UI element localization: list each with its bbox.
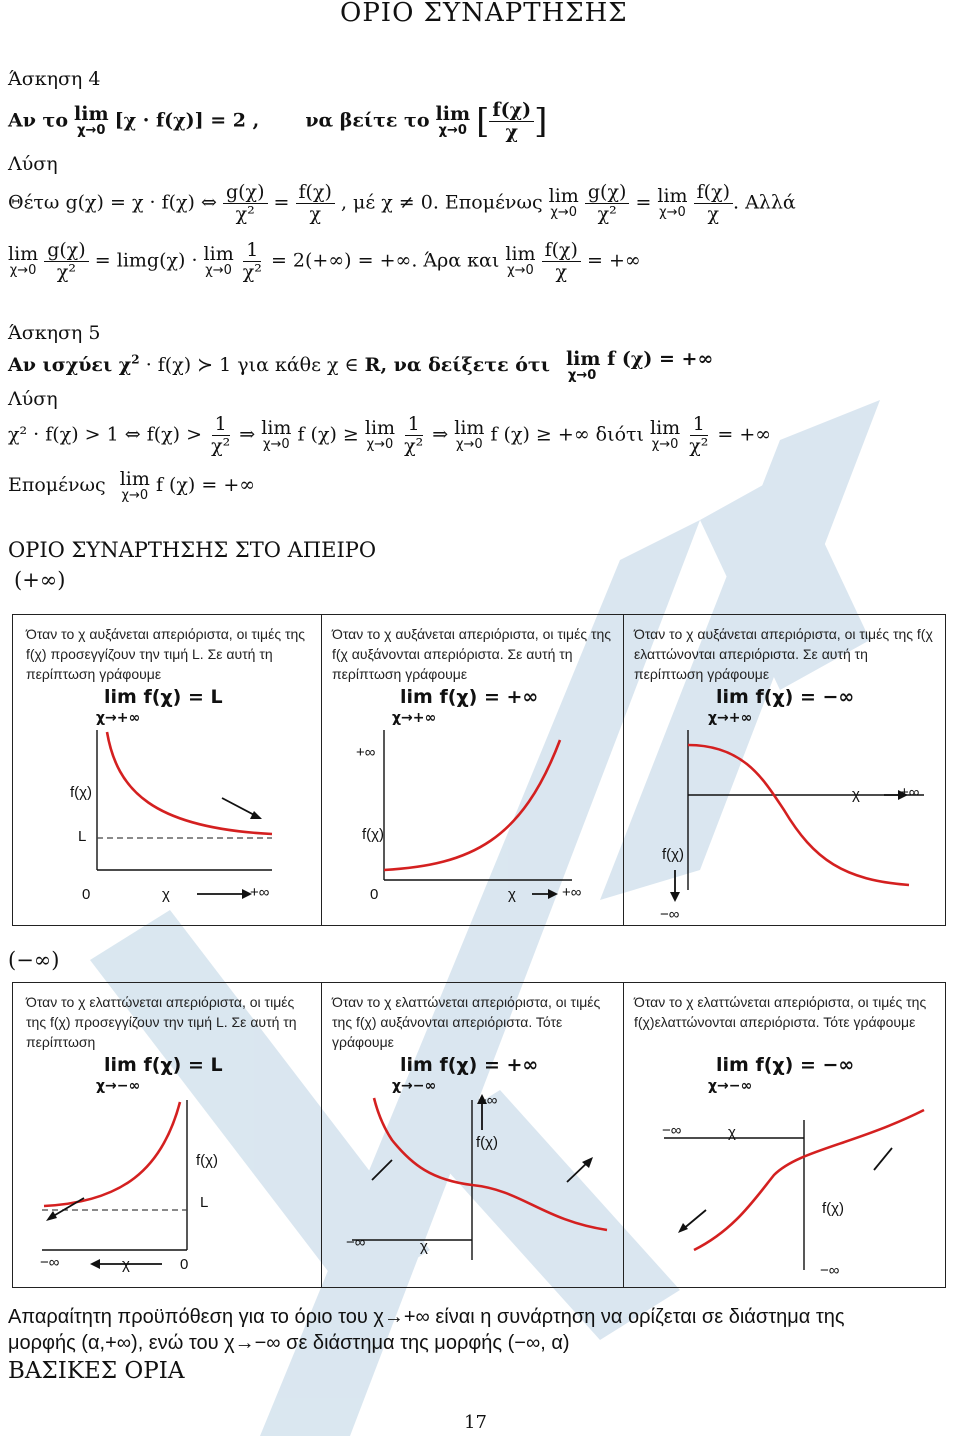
panel-minus-3-minf: −∞: [662, 1122, 682, 1139]
panel-minus-2-caption: Όταν το χ ελαττώνεται απεριόριστα, οι τιμές της f(χ) αυξάνονται απεριόριστα. Τότε γράφουμε: [332, 994, 601, 1050]
panel-minus-3-caption: Όταν το χ ελαττώνεται απεριόριστα, οι τιμές της f(χ)ελαττώνονται απεριόριστα. Τότε γράφουμε: [634, 994, 927, 1030]
curve-increases-left: [374, 1098, 472, 1185]
panel-plus-1-x: χ: [162, 886, 170, 903]
panel-plus-2-inf: +∞: [562, 884, 582, 901]
page-number: 17: [464, 1412, 487, 1433]
panel-plus-1-limit: lim f(χ) = L χ→+∞: [96, 686, 223, 726]
page-header-title: ΟΡΙΟ ΣΥΝΑΡΤΗΣΗΣ: [340, 0, 628, 28]
exercise-5-question: Αν ισχύει $\chi^2 \cdot f(\chi)$ ≻ 1 για κάθε χ ∈ R, να δείξετε ότι lim f (χ) = +∞ χ→0: [8, 348, 714, 383]
panel-plus-1-inf: +∞: [250, 884, 270, 901]
exercise-5-solution-line: χ² · f(χ) > 1 ⇔ f(χ) > $\frac{1}{\text{χ²}}$ ⇒ lim χ→0 f (χ) ≥ lim χ→0 $\frac{1}{\text{χ²}}$ ⇒ lim χ→0 f (χ) ≥ +∞ διότι lim χ→0 $\frac{1}{\text{χ²}}$ = +∞: [8, 413, 772, 457]
panel-minus-1-x: χ: [122, 1256, 130, 1273]
panel-minus-1-fx: f(χ): [196, 1152, 219, 1169]
panel-plus-1-caption: Όταν το χ αυξάνεται απεριόριστα, οι τιμές της f(χ) προσεγγίζουν την τιμή L. Σε αυτή τη περίπτωση γράφουμε: [26, 626, 306, 682]
panel-plus-3-limit: lim f(χ) = −∞ χ→+∞: [708, 686, 855, 726]
exercise-5-heading: Άσκηση 5: [8, 322, 101, 344]
panel-minus-3-fx: f(χ): [822, 1200, 845, 1217]
panel-plus-3-caption: Όταν το χ αυξάνεται απεριόριστα, οι τιμές της f(χ ελαττώνονται απεριόριστα. Σε αυτή τη περίπτωση γράφουμε: [634, 626, 933, 682]
panel-minus-1-limit: lim f(χ) = L χ→−∞: [96, 1054, 223, 1094]
panel-minus-1-origin: 0: [180, 1256, 189, 1273]
footer-note-line-1: Απαραίτητη προϋπόθεση για το όριο του χ→+∞ είναι η συνάρτηση να ορίζεται σε διάστημα της: [8, 1306, 845, 1328]
panel-plus-2-x: χ: [508, 886, 516, 903]
graph-minus-3: [624, 1090, 946, 1290]
panel-plus-1-L: L: [78, 828, 87, 845]
exercise-4-heading: Άσκηση 4: [8, 68, 101, 90]
limit-operator: lim χ→0: [74, 103, 109, 139]
graph-plus-3: [624, 720, 946, 920]
curve-increases-unbounded: [384, 740, 560, 870]
panel-plus-2-caption: Όταν το χ αυξάνεται απεριόριστα, οι τιμές της f(χ αυξάνονται απεριόριστα. Σε αυτή τη περίπτωση γράφουμε: [332, 626, 612, 682]
panel-minus-2-minf: −∞: [346, 1234, 366, 1251]
panel-minus-2-top: +∞: [478, 1092, 498, 1109]
exercise-5-solution-label: Λύση: [8, 388, 58, 410]
panel-plus-1-fx: f(χ): [70, 784, 93, 801]
panel-minus-3-x: χ: [728, 1124, 736, 1141]
panel-minus-1-minf: −∞: [40, 1254, 60, 1271]
exercise-4-solution-line-1: Θέτω g(χ) = χ · f(χ) ⇔ $\frac{g(\chi)}{\text{χ²}}$ = $\frac{f(\chi)}{\chi}$ , μέ χ ≠ 0. Επομένως lim χ→0 $\frac{g(\chi)}{\text{χ²}}$ = lim χ→0 $\frac{f(\chi)}{\chi}$ . Αλλά: [8, 181, 796, 225]
panel-minus-3-bot: −∞: [820, 1262, 840, 1279]
curve-approaches-L: [107, 732, 272, 834]
section-title: ΟΡΙΟ ΣΥΝΑΡΤΗΣΗΣ ΣΤΟ ΑΠΕΙΡΟ: [8, 538, 377, 562]
panel-minus-1-L: L: [200, 1194, 209, 1211]
panel-minus-3-limit: lim f(χ) = −∞ χ→−∞: [708, 1054, 855, 1094]
panel-plus-3-inf: +∞: [900, 784, 920, 801]
panel-plus-3-fx: f(χ): [662, 846, 685, 863]
exercise-4-solution-label: Λύση: [8, 153, 58, 175]
panel-plus-2-origin: 0: [370, 886, 379, 903]
minus-infinity-label: (−∞): [8, 948, 60, 972]
graph-minus-2: [322, 1090, 624, 1290]
panel-plus-3-bot: −∞: [660, 906, 680, 923]
curve-decreases-unbounded: [688, 745, 909, 885]
panel-plus-3-x: χ: [852, 786, 860, 803]
plus-infinity-label: (+∞): [14, 568, 66, 592]
panel-plus-2-limit: lim f(χ) = +∞ χ→+∞: [392, 686, 539, 726]
curve-approaches-L-left: [44, 1102, 180, 1206]
panel-minus-2-fx: f(χ): [476, 1134, 499, 1151]
exercise-5-conclusion: Επομένως lim χ→0 f (χ) = +∞: [8, 468, 256, 503]
footer-note-line-2: μορφής (α,+∞), ενώ του χ→−∞ σε διάστημα της μορφής (−∞, α): [8, 1332, 570, 1354]
panel-plus-2-fx: f(χ): [362, 826, 385, 843]
basic-limits-heading: ΒΑΣΙΚΕΣ ΟΡΙΑ: [8, 1358, 185, 1384]
panel-minus-2-x: χ: [420, 1238, 428, 1255]
panel-plus-2-top: +∞: [356, 744, 376, 761]
exercise-4-question: Αν το lim χ→0 [χ · f(χ)] = 2 , να βείτε το lim χ→0 [ $\frac{f(\chi)}{\chi}$ ]: [8, 99, 548, 143]
panel-minus-2-limit: lim f(χ) = +∞ χ→−∞: [392, 1054, 539, 1094]
panel-minus-1-caption: Όταν το χ ελαττώνεται απεριόριστα, οι τιμές της f(χ) προσεγγίζουν την τιμή L. Σε αυτή τη περίπτωση: [26, 994, 297, 1050]
exercise-4-solution-line-2: lim χ→0 $\frac{g(\chi)}{\text{χ²}}$ = limg(χ) · lim χ→0 $\frac{1}{\text{χ²}}$ = 2(+∞) = +∞. Άρα και lim χ→0 $\frac{f(\chi)}{\chi}$ = +∞: [8, 239, 641, 283]
panel-plus-1-origin: 0: [82, 886, 91, 903]
